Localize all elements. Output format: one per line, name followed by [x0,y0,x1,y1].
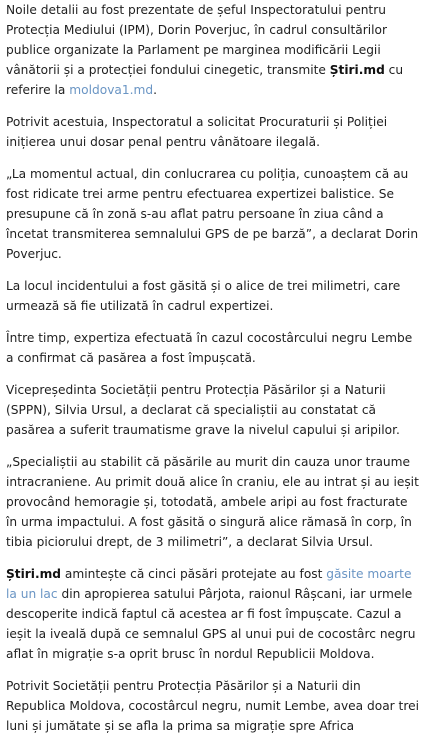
paragraph-text: cu referire la [6,63,404,97]
paragraph-sppn: Vicepreședinta Societății pentru Protecția Păsărilor și a Naturii (SPPN), Silvia Ursul, a declarat că specialiștii au constatat că pasărea a suferit traumatisme grave la nivelul capului și aripilor. [6,383,400,437]
paragraph-text: din apropierea satului Pârjota, raionul Râșcani, iar urmele descoperite indică faptul că acestea ar fi fost împușcate. Cazul a ieșit la iveală după ce semnalul GPS al unui pui de cocostârc negru aflat în migrație s-a oprit brusc în nordul Republicii Moldova. [6,587,416,661]
related-article-link[interactable]: găsite moarte la un lac [6,567,412,601]
paragraph-pellet: La locul incidentului a fost găsită și o alice de trei milimetri, care urmează să fie utilizată în cadrul expertizei. [6,279,401,313]
paragraph-lembe: Potrivit Societății pentru Protecția Păsărilor și a Naturii din Republica Moldova, cocostârcul negru, numit Lembe, avea doar trei luni și jumătate și se afla la prima sa migrație spre Africa [6,679,419,733]
paragraph-quote-poverjuc: „La momentul actual, din conlucrarea cu poliția, cunoaștem că au fost ridicate trei arme pentru efectuarea expertizei balistice. Se presupune că în zonă s-au aflat patru persoane în ziua când a încetat transmiterea semnalului GPS de pe barză”, a declarat Dorin Poverjuc. [6,167,419,261]
paragraph-quote-ursul: „Specialiștii au stabilit că păsările au murit din cauza unor traume intracraniene. Au primit două alice în craniu, ele au intrat și au ieșit provocând hemoragie și, totodată, ambele aripi au fost fracturate în urma impactului. A fost găsită o singură alice rămasă în corp, în tibia piciorului drept, de 3 milimetri”, a declarat Silvia Ursul. [6,455,419,549]
paragraph-criminal-case: Potrivit acestuia, Inspectoratul a solicitat Procuraturii și Poliției inițierea unui dosar penal pentru vânătoare ilegală. [6,115,388,149]
paragraph-text: Noile detalii au fost prezentate de șeful Inspectoratului pentru Protecția Mediului (IPM), Dorin Poverjuc, în cadrul consultărilor publice organizate la Parlament pe marginea modificării Legii vânătorii și a protecției fondului cinegetic, transmite [6,3,387,77]
source-brand: Știri.md [6,567,62,581]
paragraph-sources [6,0,419,100]
paragraph-expertise: Între timp, expertiza efectuată în cazul cocostârcului negru Lembe a confirmat că pasărea a fost împușcată. [6,331,413,365]
paragraph-text: amintește că cinci păsări protejate au fost [61,567,327,581]
paragraph-five-birds [6,564,419,664]
source-link-moldova1[interactable]: moldova1.md [69,83,154,97]
source-brand: Știri.md [329,63,385,77]
paragraph-text: . [153,83,157,97]
